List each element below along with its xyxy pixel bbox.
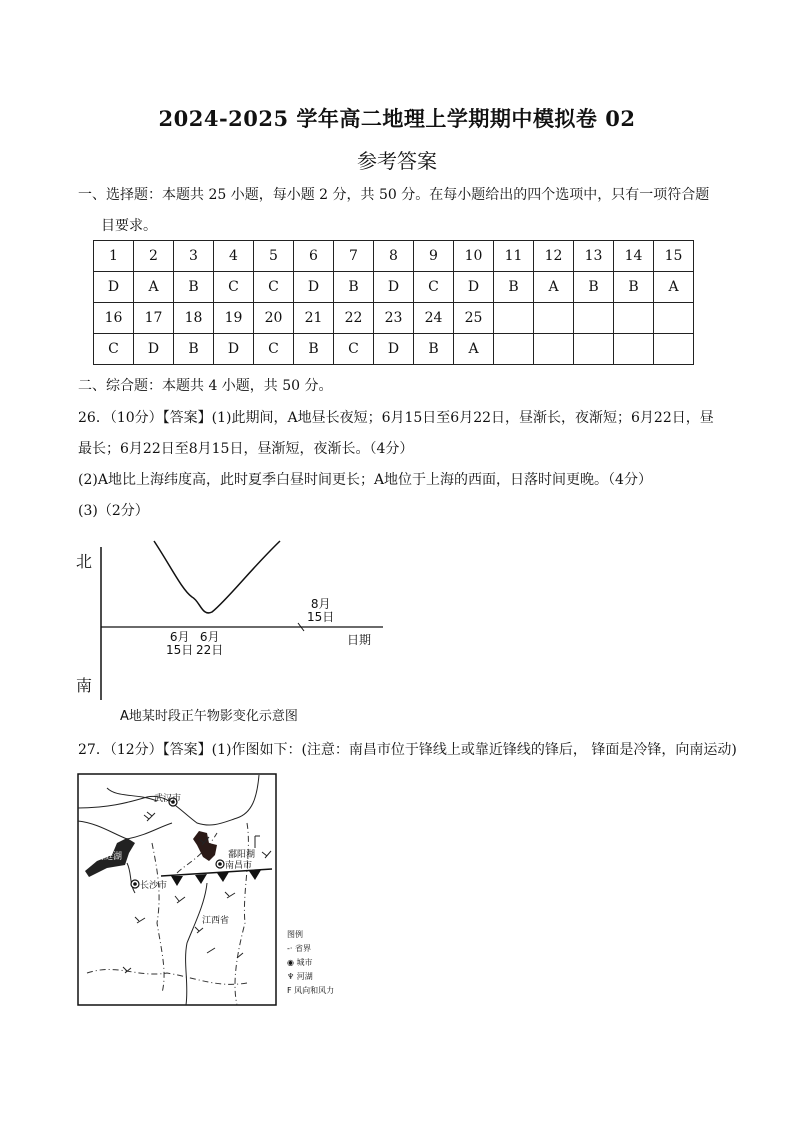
table-cell: [574, 303, 614, 334]
page-title: 2024-2025 学年高二地理上学期期中模拟卷 02: [158, 106, 636, 131]
boundary-icon: -·: [287, 944, 293, 953]
south-label: 南: [76, 676, 93, 695]
table-cell: 4: [214, 241, 254, 272]
table-cell: 23: [374, 303, 414, 334]
table-cell: A: [534, 272, 574, 303]
table-cell: D: [134, 334, 174, 365]
table-cell: B: [294, 334, 334, 365]
table-cell: B: [174, 334, 214, 365]
table-cell: C: [254, 272, 294, 303]
table-cell: C: [334, 334, 374, 365]
table-cell: C: [254, 334, 294, 365]
legend-boundary: -· 省界: [287, 944, 311, 953]
table-cell: D: [214, 334, 254, 365]
table-cell: 21: [294, 303, 334, 334]
table-cell: [574, 334, 614, 365]
table-row: [94, 334, 694, 365]
north-label: 北: [76, 552, 93, 571]
q27-answer-line1: 27．（12分）【答案】(1)作图如下：(注意：南昌市位于锋线上或靠近锋线的锋后， 锋面是冷锋，向南运动): [78, 742, 737, 758]
table-cell: B: [334, 272, 374, 303]
q26-answer-line4: (3)（2分）: [78, 503, 149, 519]
table-cell: 7: [334, 241, 374, 272]
city-nanchang: 南昌市: [225, 861, 253, 871]
table-cell: 12: [534, 241, 574, 272]
table-cell: 19: [214, 303, 254, 334]
river-lake-icon: ♆: [287, 972, 295, 981]
lake-poyang: 鄱阳湖: [228, 850, 256, 860]
legend-wind: F 风向和风力: [287, 986, 335, 995]
table-cell: 10: [454, 241, 494, 272]
page-subtitle: 参考答案: [357, 149, 437, 173]
table-cell: D: [374, 272, 414, 303]
table-cell: C: [414, 272, 454, 303]
table-cell: [614, 334, 654, 365]
q26-answer-line2: 最长；6月22日至8月15日，昼渐短，夜渐长。（4分）: [78, 441, 414, 457]
city-icon: ◉: [287, 958, 294, 967]
legend-city: ◉ 城市: [287, 958, 313, 967]
table-cell: 17: [134, 303, 174, 334]
table-cell: 18: [174, 303, 214, 334]
legend-title: 图例: [287, 930, 303, 939]
table-cell: 24: [414, 303, 454, 334]
table-cell: [494, 303, 534, 334]
table-cell: B: [614, 272, 654, 303]
city-changsha: 长沙市: [140, 881, 168, 891]
table-row: [94, 272, 694, 303]
shadow-curve-graphic: [70, 535, 390, 725]
tick-jun15: 6月 15日: [166, 630, 194, 657]
table-cell: 25: [454, 303, 494, 334]
table-cell: 1: [94, 241, 134, 272]
table-cell: 15: [654, 241, 694, 272]
table-cell: B: [174, 272, 214, 303]
map-legend: [287, 928, 334, 998]
table-cell: A: [454, 334, 494, 365]
table-row: [94, 241, 694, 272]
table-cell: 5: [254, 241, 294, 272]
table-cell: 20: [254, 303, 294, 334]
table-cell: B: [494, 272, 534, 303]
table-cell: 11: [494, 241, 534, 272]
tick-jun22: 6月 22日: [196, 630, 224, 657]
table-cell: D: [294, 272, 334, 303]
section1-intro-cont: 目要求。: [101, 218, 157, 234]
table-cell: D: [94, 272, 134, 303]
answer-table: [93, 240, 694, 365]
table-cell: [654, 334, 694, 365]
table-cell: B: [574, 272, 614, 303]
province-jiangxi: 江西省: [202, 916, 230, 926]
q26-answer-line3: (2)A地比上海纬度高，此时夏季白昼时间更长；A地位于上海的西面，日落时间更晚。（4分）: [78, 472, 652, 488]
table-cell: [534, 334, 574, 365]
table-cell: [614, 303, 654, 334]
chart-caption: A地某时段正午物影变化示意图: [120, 709, 298, 724]
table-cell: 6: [294, 241, 334, 272]
table-cell: D: [374, 334, 414, 365]
table-cell: 22: [334, 303, 374, 334]
section2-intro: 二、综合题：本题共 4 小题，共 50 分。: [78, 378, 333, 394]
x-axis-label: 日期: [347, 633, 372, 647]
city-wuhan: 武汉市: [154, 794, 182, 804]
wind-barb-icon: F: [287, 986, 292, 995]
table-cell: [654, 303, 694, 334]
table-cell: 3: [174, 241, 214, 272]
tick-aug15: 8月 15日: [307, 597, 335, 624]
q26-answer-line1: 26．（10分）【答案】(1)此期间，A地昼长夜短；6月15日至6月22日，昼渐长，夜渐短；6月22日，昼: [78, 410, 714, 426]
table-cell: 2: [134, 241, 174, 272]
front-map: [77, 773, 347, 1007]
table-cell: 13: [574, 241, 614, 272]
table-cell: [494, 334, 534, 365]
lake-dongting: 洞庭湖: [95, 852, 123, 862]
table-cell: [534, 303, 574, 334]
table-cell: B: [414, 334, 454, 365]
table-cell: 8: [374, 241, 414, 272]
table-cell: A: [134, 272, 174, 303]
table-cell: 9: [414, 241, 454, 272]
legend-river: ♆ 河湖: [287, 972, 313, 981]
table-row: [94, 303, 694, 334]
table-cell: C: [94, 334, 134, 365]
section1-intro: 一、选择题：本题共 25 小题，每小题 2 分，共 50 分。在每小题给出的四个选项中，只有一项符合题: [78, 187, 710, 203]
table-cell: C: [214, 272, 254, 303]
table-cell: A: [654, 272, 694, 303]
table-cell: 14: [614, 241, 654, 272]
table-cell: 16: [94, 303, 134, 334]
noon-shadow-chart: [70, 535, 390, 725]
table-cell: D: [454, 272, 494, 303]
